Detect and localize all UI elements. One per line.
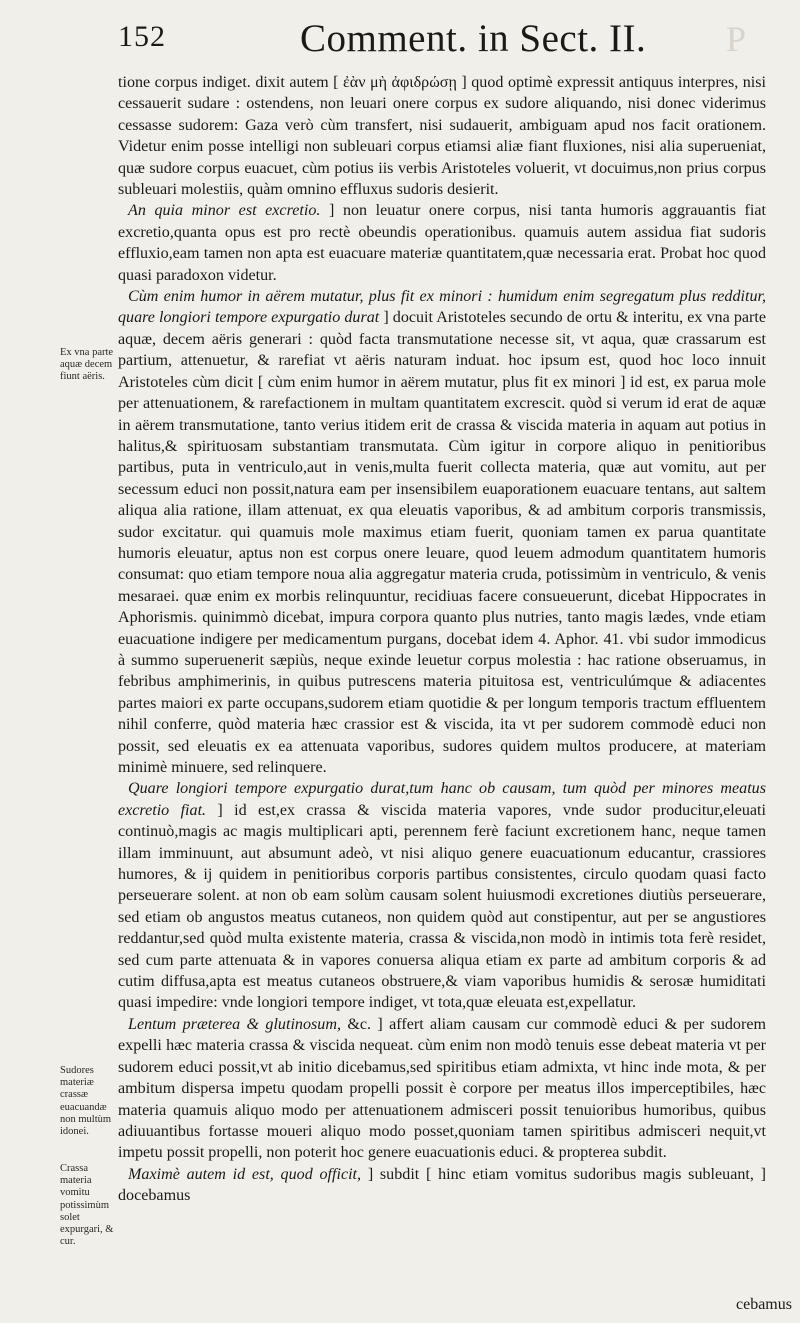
paragraph-6 <box>118 1164 766 1207</box>
running-head: Comment. in Sect. II. <box>300 17 647 60</box>
paragraph-text: ] id est,ex crassa & viscida materia vapores, vnde sudor producitur,eleuati continuò,magis ac magis multiplicari apti, perennem ferè faciunt excretionem hanc, neque tamen illam imminuunt, aut absumunt adeò, vt nisi aliquo genere euacuationum educantur, crassiores humores, & ij quidem in penitioribus corporis partibus consistentes, circulo quodam quasi facto perseuerare solent. at non ob eam solùm causam solent huiusmodi excretiones diutiùs perseuerare, sed etiam ob angustos meatus cutaneos, non quidem quòd aut constipentur, aut per se angustiores reddantur,sed quòd multa existente materia, crassa & viscida,non modò in intimis tota ferè residet, sed cum parte attenuata & in vapores conuersa aliqua etiam ex parte ad ambitum corporis & ad cutim diffusa,apta est meatus cutaneos obstruere,& viam vaporibus humidis & serosæ humiditati quasi impedire: vnde longiori tempore indiget, vt tota,quæ eleuata est,expellatur. <box>118 801 766 1012</box>
lemma: Maximè autem id est, quod officit, <box>128 1165 362 1183</box>
page-number: 152 <box>118 20 166 53</box>
page-header <box>118 16 778 62</box>
show-through-text: P <box>726 19 747 59</box>
marginal-note: Crassa materia vomitu potissimùm solet expurgari, & cur. <box>60 1163 114 1248</box>
paragraph-text: ] subdit [ hinc etiam vomitus sudoribus magis subleuant, ] docebamus <box>118 1165 766 1205</box>
lemma: Cùm enim humor in aërem mutatur, plus fit ex minori : humidum enim segregatum plus redditur, quare longiori tempore expurgatio durat <box>118 288 766 327</box>
catchword: cebamus <box>736 1296 792 1313</box>
paragraph-text: &c. ] affert aliam causam cur commodè educi & per sudorem expelli hæc materia crassa & viscida nequeat. cùm enim non modò tenuis esse debeat materia vt per sudorem educi possit,vt ab initio dicebamus,sed spiritibus etiam admixta, vt hinc inde mota, & per ambitum dispersa impetu quodam propelli possit è corpore per meatus illos imperceptibiles, hæc materia quamuis aliquo modo per attenuationem admisceri possit tenuioribus humoribus, quibus adiuuantibus fortasse moueri aliquo modo posset,quoniam tamen spiritibus admisceri nequit,vt impetu possit propelli, non poterit hoc genere euacuationis educi. & propterea subdit. <box>118 1015 766 1162</box>
paragraph-5 <box>118 1014 766 1164</box>
paragraph-4 <box>118 778 766 1013</box>
lemma: Quare longiori tempore expurgatio durat,tum hanc ob causam, tum quòd per minores meatus excretio fiat. <box>118 780 766 819</box>
paragraph-text: ] non leuatur onere corpus, nisi tanta humoris aggrauantis fiat excretio,quanta opus est pro rectè obeundis operationibus. quamuis autem assidua fiat sudoris effluxio,eam tamen non apta est euacuare materiæ quantitatem,quæ necessaria erat. Probat hoc quod quasi paradoxon videtur. <box>118 202 766 284</box>
paragraph-text: tione corpus indiget. dixit autem [ ἐὰν μὴ ἀφιδρώσῃ ] quod optimè expressit antiquus interpres, nisi cessauerit sudare : ostendens, non leuari onere corpus ex sudore aliquando, nisi donec viderimus cessasse sudorem: Gaza verò cùm transfert, nisi sudauerit, ambiguam apud nos facit orationem. Videtur enim posse intelligi non subleuari corpus etiamsi aliæ fiant fluxiones, nisi alia superueniat, quæ sudore corpus euacuet, cùm potius iis verbis Aristoteles voluerit, vt docuimus,non prius corpus subleuari molestiis, quàm omnino effluxus sudoris desierit. <box>118 74 766 199</box>
main-text <box>118 72 766 1207</box>
paragraph-2 <box>118 200 766 286</box>
lemma: Lentum præterea & glutinosum, <box>128 1015 341 1033</box>
paragraph-text: ] docuit Aristoteles secundo de ortu & interitu, ex vna parte aquæ, decem aëris generari : quòd facta transmutatione necesse sit, vt aqua, quæ crassarum est partium, attenuetur, & rarefiat vt aëris naturam induat. hoc ipsum est, quod hoc loco innuit Aristoteles cùm dicit [ cùm enim humor in aërem mutatur, plus fit ex minori ] id est, ex parua mole per attenuationem, & rarefactionem in multam quantitatem excrescit. quòd si verum id erat de aquæ in aërem transmutatione, tanto verius itidem erit de crassa & viscida materia in aquam aut potius in halitus,& spirituosam substantiam transmutata. Cùm igitur in corpore aliquo in penitioribus partibus, puta in ventriculo,aut in venis,multa fuerit collecta materia, quæ aut vomitu, aut per secessum educi non possit,natura eam per insensibilem euaporationem euacuare tentans, aut saltem aliqua alia ratione, illam attenuat, ex qua eleuatis vaporibus, & ad ambitum corporis transmissis, sudor excitatur. qui quamuis mole maximus etiam fuerit, quoniam tamen ex parua quantitate humoris eleuatur, aptus non est corpus onere leuare, quod leuem admodum quantitatem humoris consumat: quo etiam tempore noua alia aggregatur materia cruda, potissimùm in ventriculo, & venis mesaraei. quæ enim ex morbis relinquuntur, recidiuas facere consueuerunt, dicebat Hippocrates in Aphorismis. quinimmò dicebat, impura corpora quanto plus nutries, tanto magis lædes, vnde etiam euacuatione indigere per medicamentum purgans, docebat idem 4. Aphor. 41. vbi sudor immodicus à summo superuenerit sæpiùs, neque exinde leuetur corpus molestia : hac ratione obseruamus, in febribus amphimerinis, in quibus putrescens materia pituitosa est, ventriculúmque & adiacentes partes maiori ex parte occupans,sudorem etiam quotidie & per longum temporis tractum effluentem nihil conferre, quòd materia hæc crassior est & viscida, ita vt per sudorem commodè educi non possit, sed eleuatis ex ea attenuata vaporibus, sudores quidem multos producere, at materiam minimè minuere, sed relinquere. <box>118 309 766 776</box>
marginal-note: Sudores materiæ crassæ euacuandæ non multùm idonei. <box>60 1065 112 1138</box>
lemma: An quia minor est excretio. <box>128 202 321 220</box>
marginal-note: Ex vna parte aquæ decem fiunt aëris. <box>60 347 114 383</box>
paragraph-1 <box>118 72 766 200</box>
paragraph-3 <box>118 286 766 778</box>
